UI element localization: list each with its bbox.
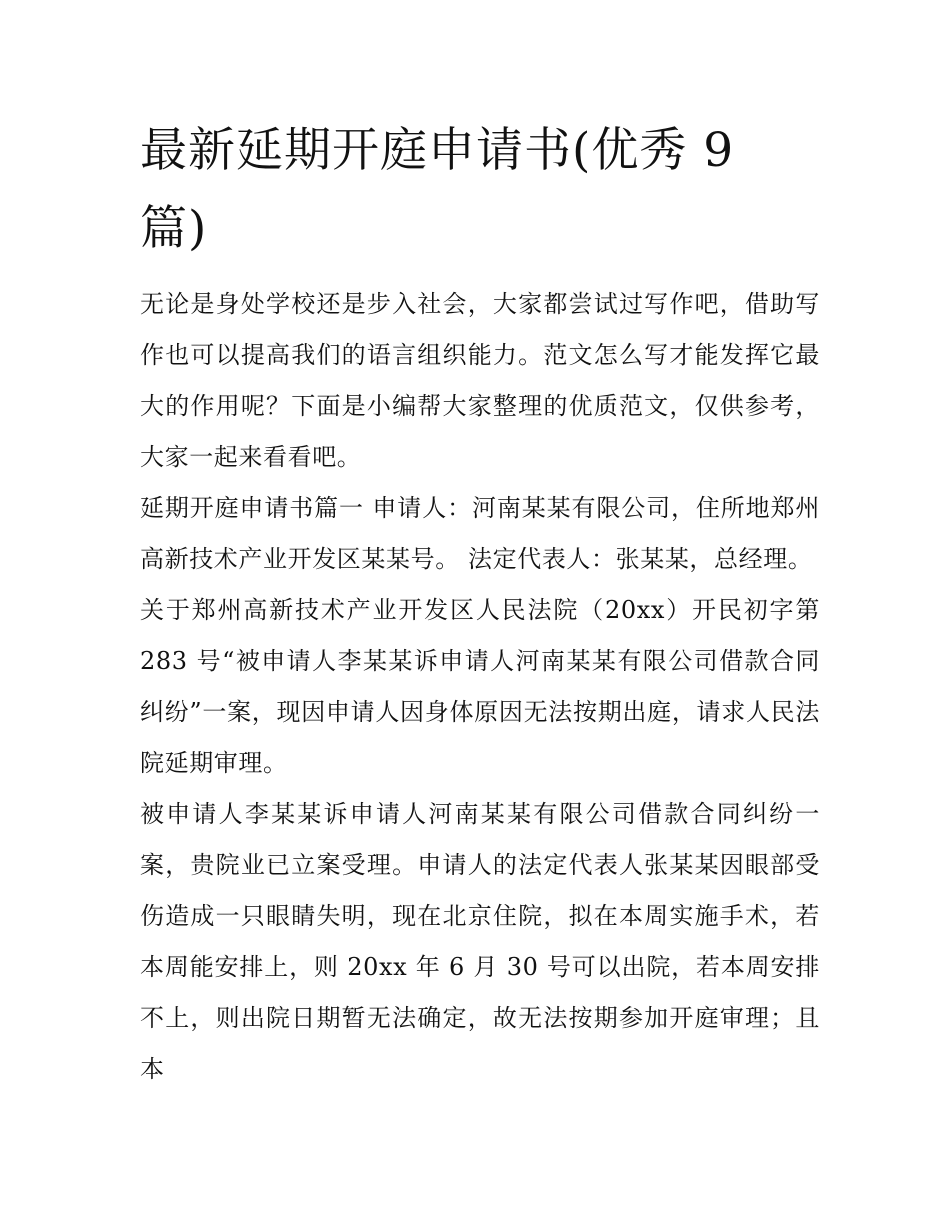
paragraph-applicant: 延期开庭申请书篇一 申请人：河南某某有限公司，住所地郑州高新技术产业开发区某某号。 法定代表人：张某某，总经理。 — [140, 494, 820, 573]
paragraph-request: 关于郑州高新技术产业开发区人民法院（20xx）开民初字第 283 号“被申请人李某某诉申请人河南某某有限公司借款合同纠纷”一案，现因申请人因身体原因无法按期出庭，请求人民法院延期审理。 — [140, 596, 820, 777]
paragraph-reason: 被申请人李某某诉申请人河南某某有限公司借款合同纠纷一案，贵院业已立案受理。申请人的法定代表人张某某因眼部受伤造成一只眼睛失明，现在北京住院，拟在本周实施手术，若本周能安排上，则 20xx 年 6 月 30 号可以出院，若本周安排不上，则出院日期暂无法确定，故无法按期参加开庭审理；且本 — [140, 800, 820, 1083]
document-title: 最新延期开庭申请书(优秀 9 篇) — [140, 123, 735, 256]
document-body — [140, 279, 820, 1095]
paragraph-intro: 无论是身处学校还是步入社会，大家都尝试过写作吧，借助写作也可以提高我们的语言组织能力。范文怎么写才能发挥它最大的作用呢？下面是小编帮大家整理的优质范文，仅供参考，大家一起来看看吧。 — [140, 290, 820, 471]
